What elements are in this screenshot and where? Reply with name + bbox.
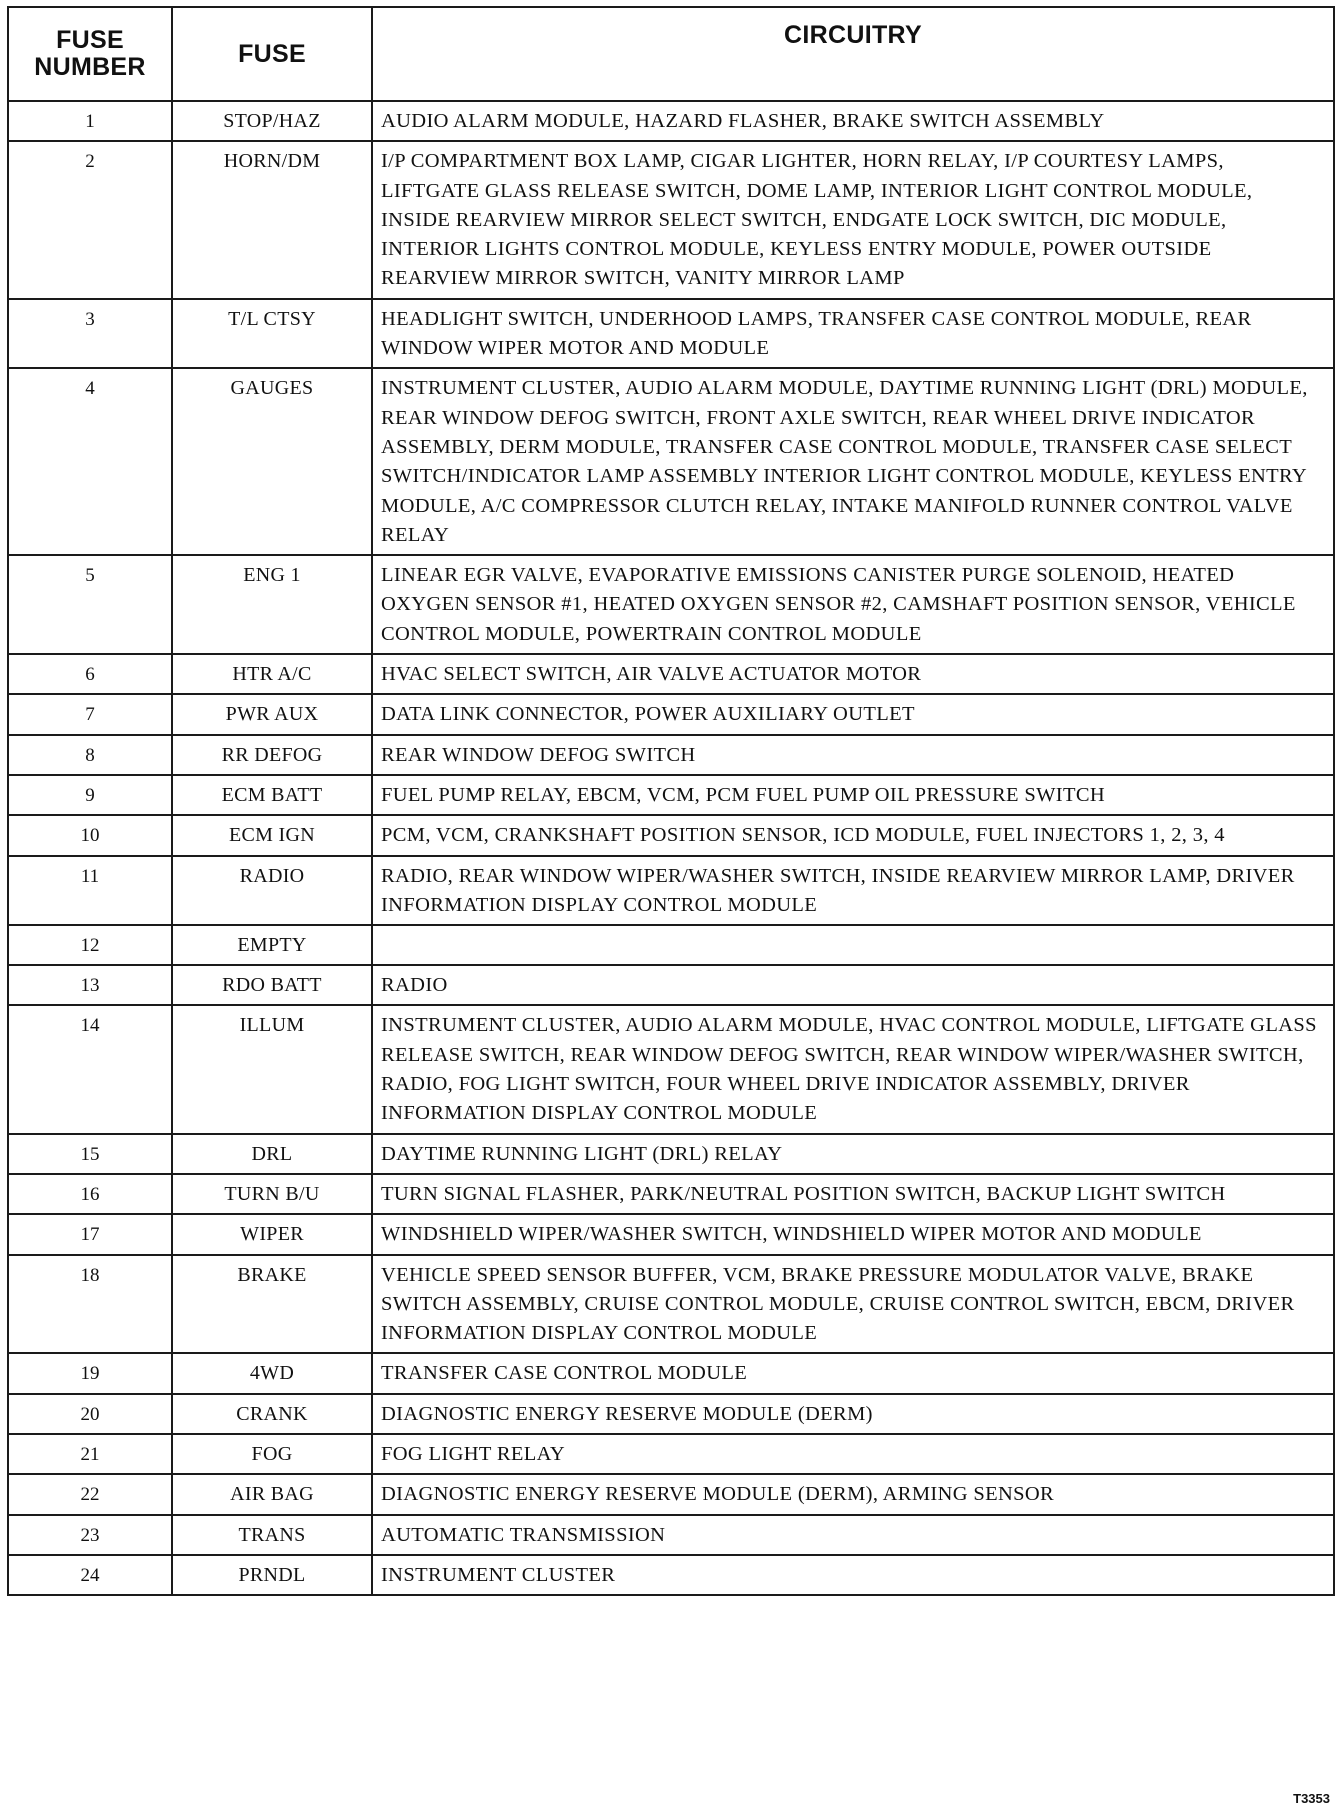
table-row [8,735,1334,775]
fuse-number-cell: 19 [8,1353,172,1393]
table-row [8,775,1334,815]
circuitry-cell: TURN SIGNAL FLASHER, PARK/NEUTRAL POSITION SWITCH, BACKUP LIGHT SWITCH [372,1174,1334,1214]
table-row [8,1394,1334,1434]
fuse-number-cell: 6 [8,654,172,694]
circuitry-cell: DAYTIME RUNNING LIGHT (DRL) RELAY [372,1134,1334,1174]
table-body [8,101,1334,1595]
table-row [8,1515,1334,1555]
fuse-number-cell: 9 [8,775,172,815]
table-row [8,101,1334,141]
table-row [8,925,1334,965]
fuse-name-cell: DRL [172,1134,372,1174]
table-row [8,965,1334,1005]
table-row [8,1474,1334,1514]
fuse-number-cell: 8 [8,735,172,775]
fuse-name-cell: PWR AUX [172,694,372,734]
circuitry-cell: VEHICLE SPEED SENSOR BUFFER, VCM, BRAKE PRESSURE MODULATOR VALVE, BRAKE SWITCH ASSEMBLY, CRUISE CONTROL MODULE, CRUISE CONTROL SWITCH, EBCM, DRIVER INFORMATION DISPLAY CONTROL MODULE [372,1255,1334,1354]
fuse-chart [7,6,1333,1596]
table-row [8,368,1334,555]
fuse-name-cell: EMPTY [172,925,372,965]
fuse-number-cell: 5 [8,555,172,654]
fuse-number-cell: 14 [8,1005,172,1133]
fuse-name-cell: BRAKE [172,1255,372,1354]
table-row [8,654,1334,694]
fuse-number-cell: 23 [8,1515,172,1555]
circuitry-cell: I/P COMPARTMENT BOX LAMP, CIGAR LIGHTER, HORN RELAY, I/P COURTESY LAMPS, LIFTGATE GLASS RELEASE SWITCH, DOME LAMP, INTERIOR LIGHT CONTROL MODULE, INSIDE REARVIEW MIRROR SELECT SWITCH, ENDGATE LOCK SWITCH, DIC MODULE, INTERIOR LIGHTS CONTROL MODULE, KEYLESS ENTRY MODULE, POWER OUTSIDE REARVIEW MIRROR SWITCH, VANITY MIRROR LAMP [372,141,1334,298]
fuse-name-cell: ILLUM [172,1005,372,1133]
fuse-name-cell: RDO BATT [172,965,372,1005]
circuitry-cell: INSTRUMENT CLUSTER, AUDIO ALARM MODULE, HVAC CONTROL MODULE, LIFTGATE GLASS RELEASE SWITCH, REAR WINDOW DEFOG SWITCH, REAR WINDOW WIPER/WASHER SWITCH, RADIO, FOG LIGHT SWITCH, FOUR WHEEL DRIVE INDICATOR ASSEMBLY, DRIVER INFORMATION DISPLAY CONTROL MODULE [372,1005,1334,1133]
fuse-name-cell: GAUGES [172,368,372,555]
fuse-number-cell: 15 [8,1134,172,1174]
table-row [8,1174,1334,1214]
fuse-number-cell: 4 [8,368,172,555]
table-row [8,299,1334,369]
fuse-name-cell: RADIO [172,856,372,926]
fuse-number-cell: 12 [8,925,172,965]
table-row [8,694,1334,734]
circuitry-cell: AUTOMATIC TRANSMISSION [372,1515,1334,1555]
table-row [8,1555,1334,1595]
circuitry-cell: RADIO [372,965,1334,1005]
fuse-number-cell: 7 [8,694,172,734]
circuitry-cell: WINDSHIELD WIPER/WASHER SWITCH, WINDSHIELD WIPER MOTOR AND MODULE [372,1214,1334,1254]
fuse-number-cell: 2 [8,141,172,298]
fuse-name-cell: FOG [172,1434,372,1474]
circuitry-cell: TRANSFER CASE CONTROL MODULE [372,1353,1334,1393]
table-row [8,1214,1334,1254]
table-row [8,1434,1334,1474]
circuitry-cell: HEADLIGHT SWITCH, UNDERHOOD LAMPS, TRANSFER CASE CONTROL MODULE, REAR WINDOW WIPER MOTOR AND MODULE [372,299,1334,369]
fuse-table [7,6,1335,1596]
fuse-number-cell: 21 [8,1434,172,1474]
circuitry-cell: HVAC SELECT SWITCH, AIR VALVE ACTUATOR MOTOR [372,654,1334,694]
fuse-name-cell: TRANS [172,1515,372,1555]
fuse-name-cell: PRNDL [172,1555,372,1595]
fuse-name-cell: ECM BATT [172,775,372,815]
fuse-name-cell: WIPER [172,1214,372,1254]
circuitry-cell: DIAGNOSTIC ENERGY RESERVE MODULE (DERM), ARMING SENSOR [372,1474,1334,1514]
fuse-number-cell: 11 [8,856,172,926]
circuitry-cell: AUDIO ALARM MODULE, HAZARD FLASHER, BRAKE SWITCH ASSEMBLY [372,101,1334,141]
table-row [8,1255,1334,1354]
header-fuse-number: FUSE NUMBER [8,7,172,101]
fuse-number-cell: 18 [8,1255,172,1354]
table-row [8,141,1334,298]
table-row [8,815,1334,855]
fuse-name-cell: HTR A/C [172,654,372,694]
fuse-number-cell: 17 [8,1214,172,1254]
circuitry-cell: INSTRUMENT CLUSTER, AUDIO ALARM MODULE, DAYTIME RUNNING LIGHT (DRL) MODULE, REAR WINDOW DEFOG SWITCH, FRONT AXLE SWITCH, REAR WHEEL DRIVE INDICATOR ASSEMBLY, DERM MODULE, TRANSFER CASE CONTROL MODULE, TRANSFER CASE SELECT SWITCH/INDICATOR LAMP ASSEMBLY INTERIOR LIGHT CONTROL MODULE, KEYLESS ENTRY MODULE, A/C COMPRESSOR CLUTCH RELAY, INTAKE MANIFOLD RUNNER CONTROL VALVE RELAY [372,368,1334,555]
header-fuse: FUSE [172,7,372,101]
circuitry-cell: PCM, VCM, CRANKSHAFT POSITION SENSOR, ICD MODULE, FUEL INJECTORS 1, 2, 3, 4 [372,815,1334,855]
fuse-number-cell: 10 [8,815,172,855]
fuse-name-cell: STOP/HAZ [172,101,372,141]
table-header-row [8,7,1334,101]
table-row [8,555,1334,654]
fuse-name-cell: HORN/DM [172,141,372,298]
fuse-number-cell: 24 [8,1555,172,1595]
fuse-number-cell: 20 [8,1394,172,1434]
circuitry-cell: INSTRUMENT CLUSTER [372,1555,1334,1595]
figure-id: T3353 [1293,1791,1330,1806]
fuse-number-cell: 16 [8,1174,172,1214]
fuse-name-cell: ECM IGN [172,815,372,855]
fuse-name-cell: TURN B/U [172,1174,372,1214]
fuse-number-cell: 22 [8,1474,172,1514]
fuse-name-cell: ENG 1 [172,555,372,654]
table-row [8,1353,1334,1393]
circuitry-cell [372,925,1334,965]
circuitry-cell: FUEL PUMP RELAY, EBCM, VCM, PCM FUEL PUMP OIL PRESSURE SWITCH [372,775,1334,815]
fuse-number-cell: 1 [8,101,172,141]
circuitry-cell: LINEAR EGR VALVE, EVAPORATIVE EMISSIONS CANISTER PURGE SOLENOID, HEATED OXYGEN SENSOR #1, HEATED OXYGEN SENSOR #2, CAMSHAFT POSITION SENSOR, VEHICLE CONTROL MODULE, POWERTRAIN CONTROL MODULE [372,555,1334,654]
circuitry-cell: DIAGNOSTIC ENERGY RESERVE MODULE (DERM) [372,1394,1334,1434]
fuse-name-cell: AIR BAG [172,1474,372,1514]
fuse-name-cell: T/L CTSY [172,299,372,369]
fuse-name-cell: RR DEFOG [172,735,372,775]
table-row [8,1134,1334,1174]
fuse-number-cell: 3 [8,299,172,369]
fuse-name-cell: CRANK [172,1394,372,1434]
fuse-name-cell: 4WD [172,1353,372,1393]
circuitry-cell: REAR WINDOW DEFOG SWITCH [372,735,1334,775]
fuse-number-cell: 13 [8,965,172,1005]
table-row [8,1005,1334,1133]
header-circuitry: CIRCUITRY [372,7,1334,101]
circuitry-cell: DATA LINK CONNECTOR, POWER AUXILIARY OUTLET [372,694,1334,734]
circuitry-cell: FOG LIGHT RELAY [372,1434,1334,1474]
circuitry-cell: RADIO, REAR WINDOW WIPER/WASHER SWITCH, INSIDE REARVIEW MIRROR LAMP, DRIVER INFORMATION DISPLAY CONTROL MODULE [372,856,1334,926]
table-row [8,856,1334,926]
